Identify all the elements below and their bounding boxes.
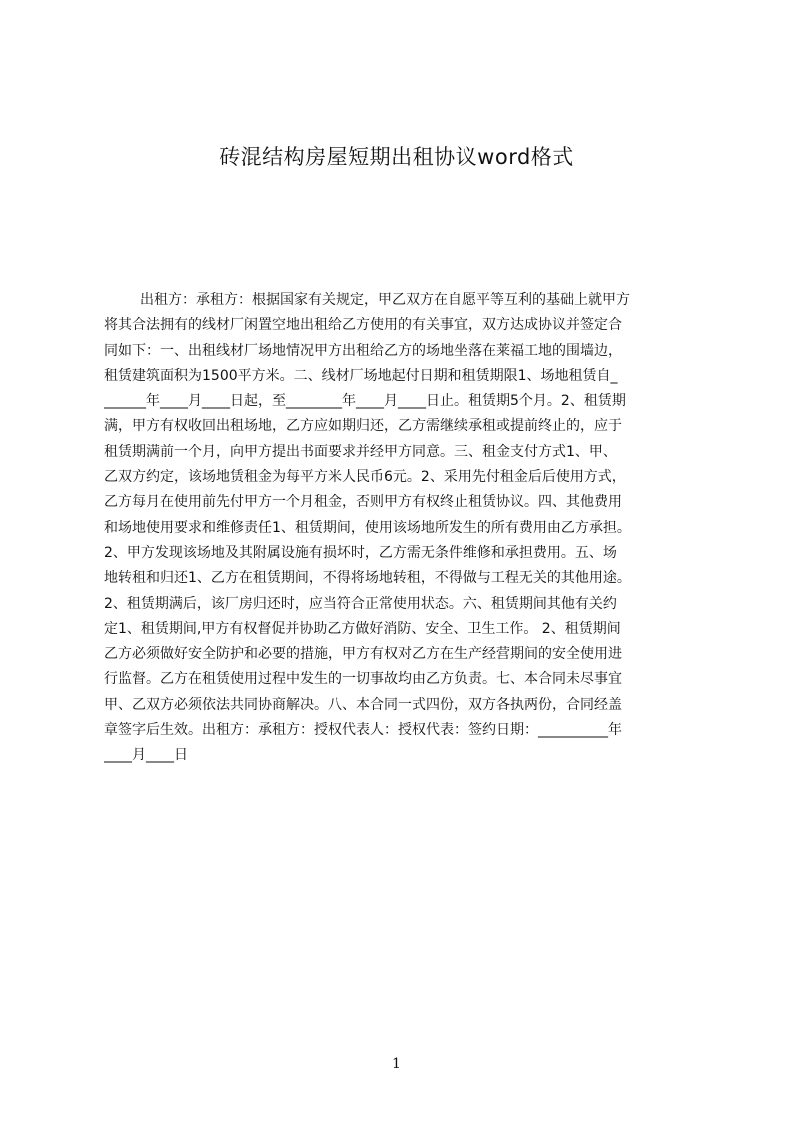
body-line: 2、甲方发现该场地及其附属设施有损坏时，乙方需无条件维修和承担费用。五、场: [104, 544, 617, 561]
body-line: 乙方每月在使用前先付甲方一个月租金，否则甲方有权终止租赁协议。四、其他费用: [104, 494, 622, 511]
document-body: [104, 288, 698, 798]
body-line: 地转租和归还1、乙方在租赁期间，不得将场地转租，不得做与工程无关的其他用途。: [104, 570, 631, 587]
body-line: 满，甲方有权收回出租场地，乙方应如期归还，乙方需继续承租或提前终止的，应于: [104, 418, 622, 435]
body-line: 租赁建筑面积为1500平方米。二、线材厂场地起付日期和租赁期限1、场地租赁自_: [104, 367, 618, 384]
body-line: 同如下：一、出租线材厂场地情况甲方出租给乙方的场地坐落在莱福工地的围墙边，: [104, 342, 622, 359]
body-line: ______年____月____日起，至________年____月____日止。租赁期5个月。2、租赁期: [104, 393, 626, 410]
body-line: 和场地使用要求和维修责任1、租赁期间，使用该场地所发生的所有费用由乙方承担。: [104, 519, 631, 536]
body-line: 将其合法拥有的线材厂闲置空地出租给乙方使用的有关事宜，双方达成协议并签定合: [104, 317, 622, 334]
body-line: 乙双方约定，该场地赁租金为每平方米人民币6元。2、采用先付租金后后使用方式，: [104, 469, 626, 486]
body-line: 行监督。乙方在租赁使用过程中发生的一切事故均由乙方负责。七、本合同未尽事宜: [104, 671, 622, 688]
body-line: 定1、租赁期间,甲方有权督促并协助乙方做好消防、安全、卫生工作。 2、租赁期间: [104, 620, 621, 637]
body-line: 租赁期满前一个月，向甲方提出书面要求并经甲方同意。三、租金支付方式1、甲、: [104, 443, 617, 460]
body-line: ____月____日: [104, 747, 188, 764]
body-line: 2、租赁期满后，该厂房归还时，应当符合正常使用状态。六、租赁期间其他有关约: [104, 595, 617, 612]
body-line: 乙方必须做好安全防护和必要的措施，甲方有权对乙方在生产经营期间的安全使用进: [104, 646, 622, 663]
document-title: 砖混结构房屋短期出租协议word格式: [219, 145, 574, 169]
body-line: 甲、乙双方必须依法共同协商解决。八、本合同一式四份，双方各执两份，合同经盖: [104, 696, 622, 713]
body-line: 章签字后生效。出租方：承租方：授权代表人：授权代表：签约日期：__________年: [104, 722, 622, 739]
page-number: 1: [392, 1056, 401, 1072]
body-line: 出租方：承租方：根据国家有关规定，甲乙双方在自愿平等互利的基础上就甲方: [140, 292, 630, 308]
